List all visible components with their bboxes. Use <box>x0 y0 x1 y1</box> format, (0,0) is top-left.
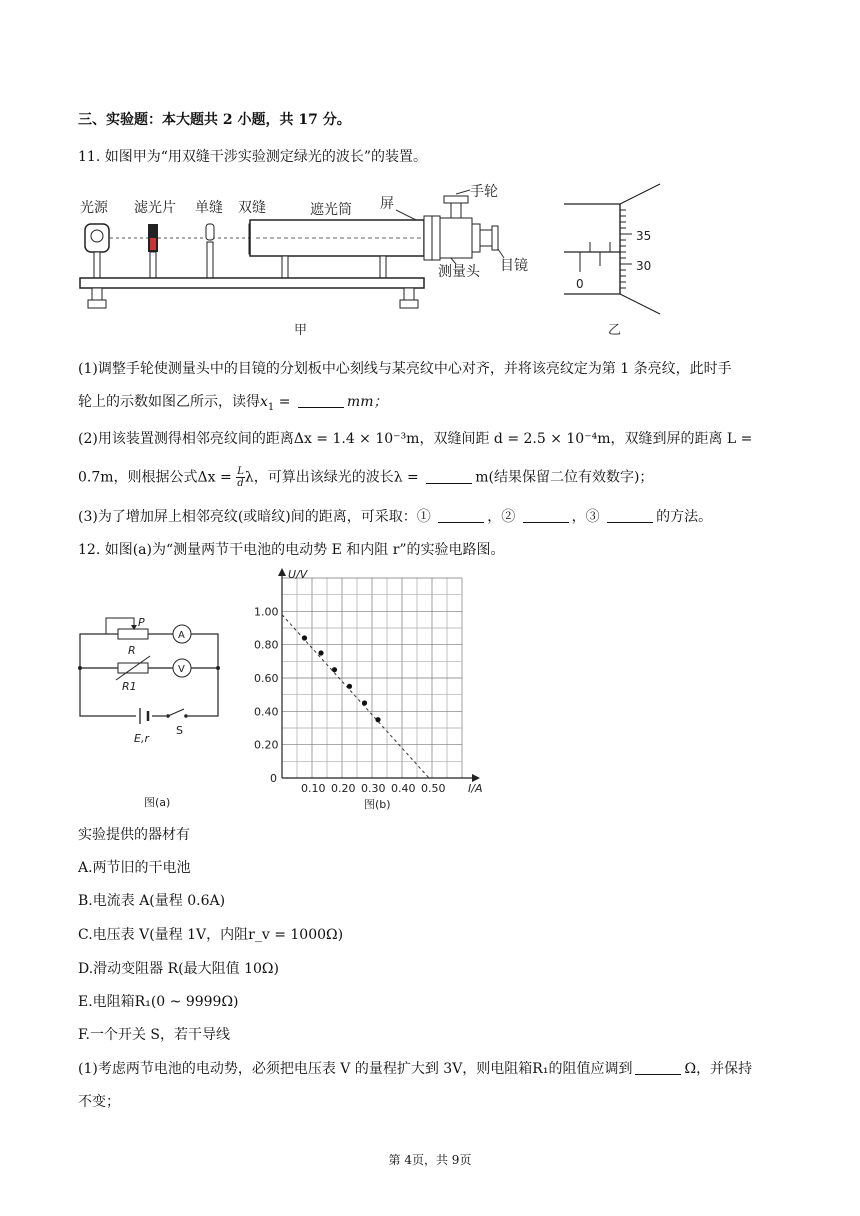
circuit-label-s: S <box>176 724 183 737</box>
graph-origin: 0 <box>270 772 277 785</box>
answer-blank-x1[interactable] <box>298 393 344 408</box>
y-tick-label: 0.80 <box>254 638 279 652</box>
var-x: x <box>260 394 268 410</box>
label-light-source: 光源 <box>80 200 108 216</box>
x-tick-label: 0.50 <box>421 782 446 795</box>
q11-part1-line2 <box>78 392 387 412</box>
equals: = <box>274 394 295 410</box>
q11-part3 <box>78 507 712 527</box>
figure-circuit <box>78 610 228 815</box>
q11-part3-c: ，③ <box>571 509 605 525</box>
q11-part2-text-c: m(结果保留二位有效数字)； <box>475 469 654 486</box>
data-point <box>332 667 337 672</box>
materials-title: 实验提供的器材有 <box>78 827 190 843</box>
y-tick-label: 0.20 <box>254 738 279 752</box>
micrometer-tick-30: 30 <box>636 259 652 273</box>
section-title: 三、实验题：本大题共 2 小题，共 17 分。 <box>78 112 351 128</box>
q11-part1-text: 轮上的示数如图乙所示，读得 <box>78 394 260 410</box>
y-tick-label: 1.00 <box>254 605 279 619</box>
micrometer-zero: 0 <box>576 277 584 291</box>
graph-y-arrow <box>278 568 286 576</box>
label-tube: 遮光筒 <box>310 202 352 218</box>
data-point <box>318 650 323 655</box>
fraction-l-over-d <box>236 466 245 489</box>
q11-part2-line1: (2)用该装置测得相邻亮纹间的距离Δx = 1.4 × 10⁻³m，双缝间距 d = 2.5 × 10⁻⁴m，双缝到屏的距离 L = <box>78 431 753 447</box>
q11-part2-text-b: λ，可算出该绿光的波长λ = <box>244 469 424 486</box>
graph-ylabel: U/V <box>288 568 308 581</box>
material-item: A.两节旧的干电池 <box>78 860 191 876</box>
answer-blank-lambda[interactable] <box>426 469 472 484</box>
material-item: C.电压表 V(量程 1V，内阻r_v = 1000Ω) <box>78 927 344 943</box>
circuit-label-r: R <box>128 644 136 657</box>
caption-jia: 甲 <box>294 323 308 338</box>
q12-stem: 12. 如图(a)为“测量两节干电池的电动势 E 和内阻 r”的实验电路图。 <box>78 542 505 558</box>
label-handwheel: 手轮 <box>470 184 498 200</box>
circuit-label-v: V <box>178 664 185 675</box>
unit-mm: mm； <box>346 394 388 410</box>
fraction-den: d <box>237 478 244 489</box>
q12-part1-line1 <box>78 1059 752 1079</box>
x-tick-label: 0.40 <box>391 782 416 795</box>
material-item: E.电阻箱R₁(0 ~ 9999Ω) <box>78 994 239 1010</box>
q11-part2-line2 <box>78 466 653 489</box>
y-tick-label: 0.40 <box>254 705 279 719</box>
answer-blank-method1[interactable] <box>438 508 484 523</box>
graph-xlabel: I/A <box>468 782 483 795</box>
var-x-sub: 1 <box>267 401 275 413</box>
micrometer-tick-35: 35 <box>636 229 652 243</box>
fraction-num: L <box>237 466 244 477</box>
label-measure-head: 测量头 <box>438 264 480 280</box>
figure-ui-graph <box>240 560 500 815</box>
q12-part1-line2: 不变； <box>78 1094 120 1110</box>
q12-part1-text: (1)考虑两节电池的电动势，必须把电压表 V 的量程扩大到 3V，则电阻箱R₁的阻值应调到 <box>78 1061 633 1077</box>
material-item: B.电流表 A(量程 0.6A) <box>78 893 226 909</box>
x-tick-label: 0.30 <box>361 782 386 795</box>
circuit-label-p: P <box>138 616 145 629</box>
q11-part2-text-a: 0.7m，则根据公式Δx = <box>78 469 237 486</box>
answer-blank-r1[interactable] <box>635 1060 681 1075</box>
x-tick-label: 0.20 <box>331 782 356 795</box>
circuit-label-a: A <box>178 630 185 641</box>
answer-blank-method2[interactable] <box>523 508 569 523</box>
q11-part3-b: ，② <box>487 509 520 525</box>
page-footer: 第 4页，共 9页 <box>388 1153 472 1167</box>
y-tick-label: 0.60 <box>254 672 279 685</box>
circuit-label-er: E,r <box>134 732 149 745</box>
figure-jia <box>78 180 538 340</box>
label-eyepiece: 目镜 <box>500 258 528 274</box>
label-double-slit: 双缝 <box>238 200 266 216</box>
circuit-label-r1: R1 <box>122 680 137 693</box>
q11-part3-d: 的方法。 <box>656 509 713 525</box>
caption-graph: 图(b) <box>364 798 391 811</box>
q11-part3-a: (3)为了增加屏上相邻亮纹(或暗纹)间的距离，可采取：① <box>78 509 436 525</box>
data-point <box>347 684 352 689</box>
data-point <box>375 717 380 722</box>
label-filter: 滤光片 <box>134 200 176 216</box>
q11-stem: 11. 如图甲为“用双缝干涉实验测定绿光的波长”的装置。 <box>78 149 428 165</box>
caption-circuit: 图(a) <box>144 796 171 809</box>
x-tick-label: 0.10 <box>301 782 326 795</box>
material-item: F.一个开关 S，若干导线 <box>78 1027 231 1043</box>
label-screen: 屏 <box>380 196 394 212</box>
answer-blank-method3[interactable] <box>607 508 653 523</box>
data-point <box>302 635 307 640</box>
q11-part1-line1: (1)调整手轮使测量头中的目镜的分划板中心刻线与某亮纹中心对齐，并将该亮纹定为第 1 条亮纹，此时手 <box>78 361 732 377</box>
q12-part1-unit: Ω，并保持 <box>684 1061 753 1077</box>
caption-yi: 乙 <box>608 323 622 338</box>
label-single-slit: 单缝 <box>195 200 223 216</box>
material-item: D.滑动变阻器 R(最大阻值 10Ω) <box>78 961 279 977</box>
graph-x-arrow <box>472 774 480 782</box>
data-point <box>362 700 367 705</box>
graph-grid <box>282 578 462 778</box>
figure-yi <box>560 180 700 340</box>
